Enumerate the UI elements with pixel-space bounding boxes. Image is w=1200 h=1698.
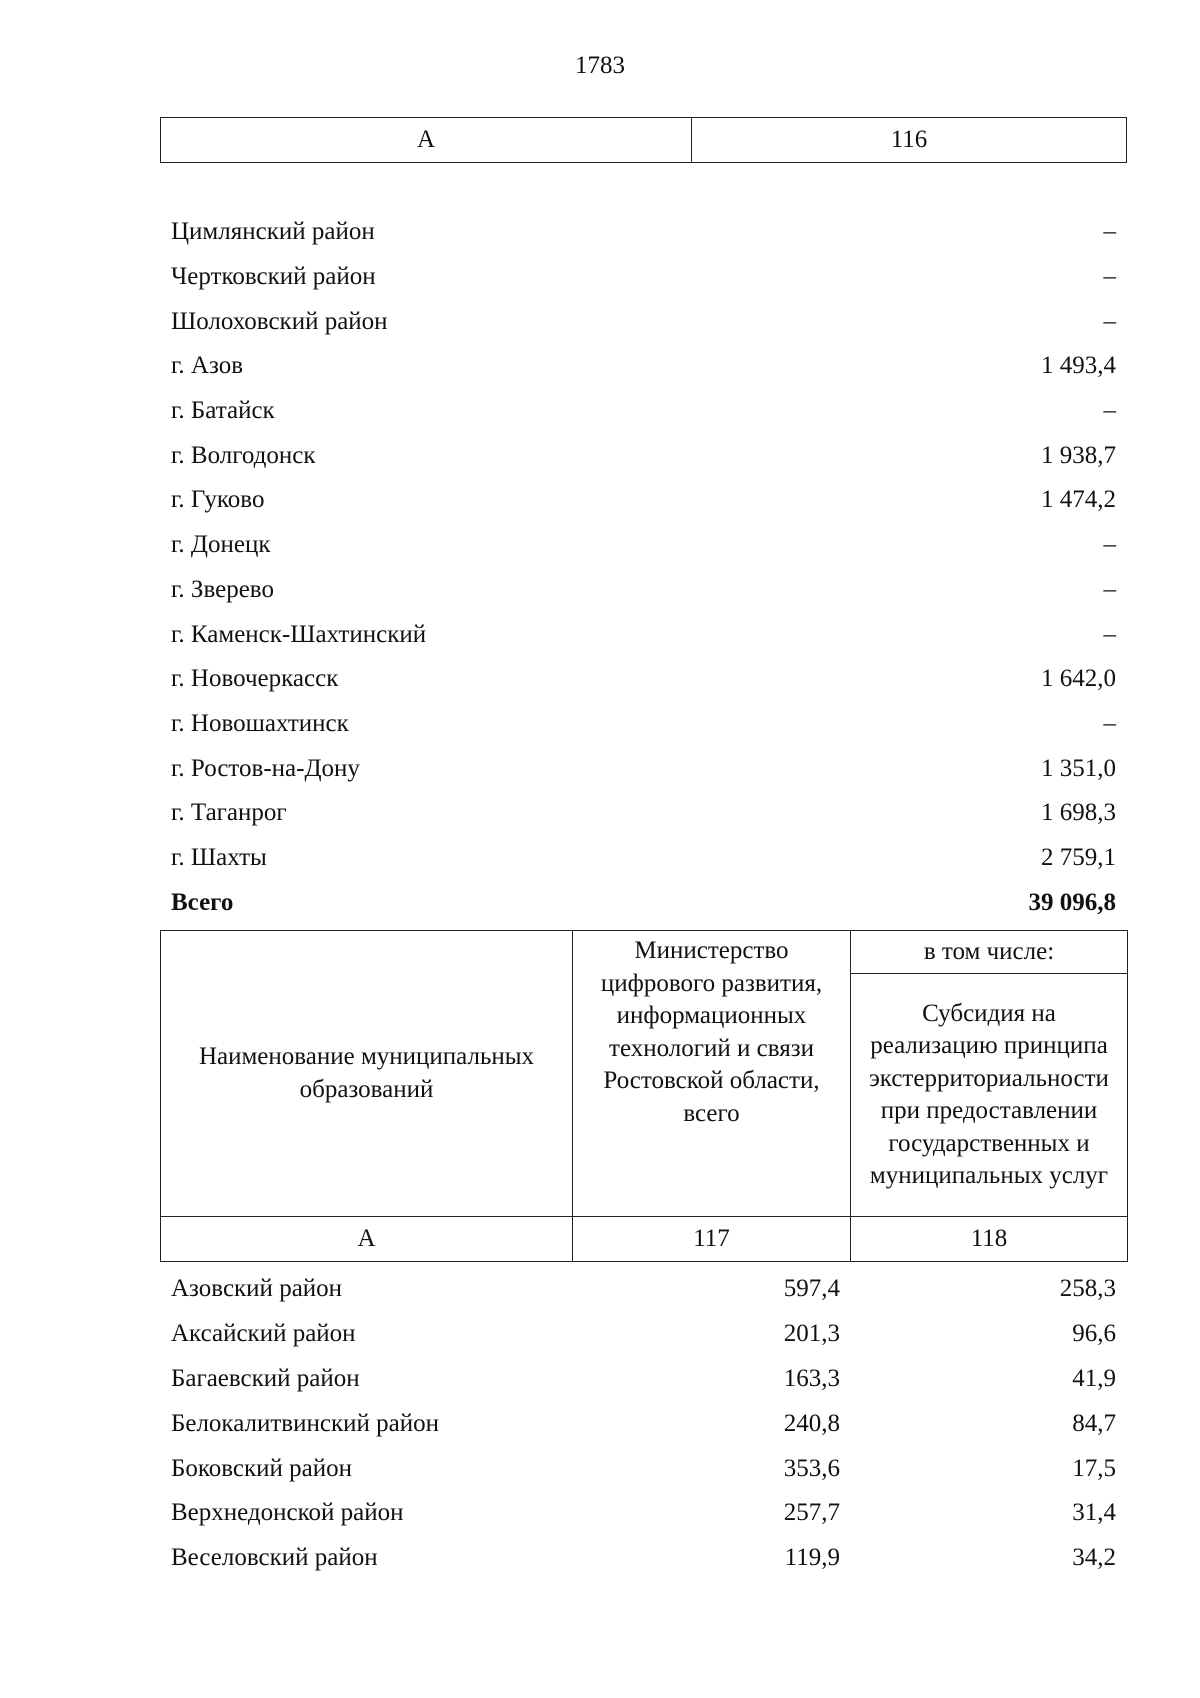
row-total: 257,7 — [783, 1499, 840, 1527]
row-name: г. Донецк — [171, 531, 271, 559]
header-including: в том числе: — [851, 931, 1128, 974]
row-name: г. Зверево — [171, 575, 274, 603]
row-name: г. Новошахтинск — [171, 709, 349, 737]
header-ministry-total: Министерство цифрового развития, информационных технологий и связи Ростовской области, всего — [573, 931, 851, 1217]
row-name: г. Шахты — [171, 843, 267, 871]
row-value: 2 759,1 — [1041, 843, 1116, 871]
table-row — [160, 255, 1127, 300]
row-value: 1 938,7 — [1041, 441, 1116, 469]
row-name: Веселовский район — [171, 1544, 378, 1572]
row-value: 1 493,4 — [1041, 352, 1116, 380]
row-value: – — [1103, 307, 1116, 335]
header-municipality-name: Наименование муниципальных образований — [161, 931, 573, 1217]
total-label: Всего — [171, 888, 234, 916]
row-name: г. Ростов-на-Дону — [171, 754, 360, 782]
table-row — [160, 389, 1127, 434]
table-row — [160, 433, 1127, 478]
table-row — [160, 791, 1127, 836]
table-row — [160, 612, 1127, 657]
table-row — [160, 746, 1127, 791]
row-name: Азовский район — [171, 1275, 343, 1303]
table-row — [160, 1491, 1127, 1536]
row-name: Чертковский район — [171, 263, 376, 291]
row-value: – — [1103, 263, 1116, 291]
row-subsidy: 96,6 — [1072, 1320, 1116, 1348]
row-name: г. Батайск — [171, 397, 275, 425]
row-name: г. Азов — [171, 352, 244, 380]
table-row — [160, 210, 1127, 255]
row-value: – — [1103, 620, 1116, 648]
table-2-col-label-118: 118 — [851, 1217, 1128, 1262]
row-total: 119,9 — [784, 1544, 840, 1572]
page-number: 1783 — [575, 52, 625, 79]
total-value: 39 096,8 — [1028, 888, 1116, 916]
row-value: 1 642,0 — [1041, 665, 1116, 693]
table-row — [160, 702, 1127, 747]
row-subsidy: 17,5 — [1072, 1454, 1116, 1482]
table-1-body — [160, 210, 1127, 925]
row-name: Шолоховский район — [171, 307, 388, 335]
table-row — [160, 299, 1127, 344]
row-value: – — [1103, 709, 1116, 737]
row-subsidy: 84,7 — [1072, 1409, 1116, 1437]
total-row — [160, 880, 1127, 925]
table-2-header — [160, 930, 1128, 1262]
table-2-body — [160, 1267, 1127, 1581]
row-value: – — [1103, 531, 1116, 559]
table-row — [160, 344, 1127, 389]
row-value: – — [1103, 218, 1116, 246]
row-name: Аксайский район — [171, 1320, 356, 1348]
row-value: 1 698,3 — [1041, 799, 1116, 827]
row-name: г. Таганрог — [171, 799, 287, 827]
row-total: 201,3 — [783, 1320, 840, 1348]
table-row — [160, 1446, 1127, 1491]
table-row — [160, 1312, 1127, 1357]
row-name: г. Гуково — [171, 486, 265, 514]
table-row — [160, 1401, 1127, 1446]
table-row — [160, 523, 1127, 568]
row-total: 597,4 — [783, 1275, 840, 1303]
table-row — [160, 568, 1127, 613]
row-subsidy: 34,2 — [1072, 1544, 1116, 1572]
table-row — [160, 657, 1127, 702]
row-name: г. Волгодонск — [171, 441, 316, 469]
row-value: 1 474,2 — [1041, 486, 1116, 514]
row-total: 163,3 — [783, 1364, 840, 1392]
row-name: Боковский район — [171, 1454, 352, 1482]
table-1-col-label-a: А — [161, 118, 692, 163]
table-1-header — [160, 117, 1127, 163]
row-value: – — [1103, 575, 1116, 603]
row-name: г. Новочеркасск — [171, 665, 339, 693]
row-value: 1 351,0 — [1041, 754, 1116, 782]
row-value: – — [1103, 397, 1116, 425]
table-row — [160, 1536, 1127, 1581]
table-row — [160, 478, 1127, 523]
row-name: г. Каменск-Шахтинский — [171, 620, 427, 648]
table-2-col-label-a: А — [161, 1217, 573, 1262]
table-row — [160, 1267, 1127, 1312]
row-subsidy: 258,3 — [1059, 1275, 1116, 1303]
row-name: Багаевский район — [171, 1364, 360, 1392]
row-total: 240,8 — [783, 1409, 840, 1437]
table-1-col-label-116: 116 — [692, 118, 1127, 163]
row-name: Верхнедонской район — [171, 1499, 404, 1527]
table-row — [160, 836, 1127, 881]
header-subsidy: Субсидия на реализацию принципа экстерриториальности при предоставлении государственных и муниципальных услуг — [851, 974, 1128, 1217]
table-2-col-label-117: 117 — [573, 1217, 851, 1262]
table-row — [160, 1357, 1127, 1402]
row-name: Белокалитвинский район — [171, 1409, 439, 1437]
row-subsidy: 31,4 — [1072, 1499, 1116, 1527]
row-subsidy: 41,9 — [1072, 1364, 1116, 1392]
row-name: Цимлянский район — [171, 218, 375, 246]
row-total: 353,6 — [783, 1454, 840, 1482]
